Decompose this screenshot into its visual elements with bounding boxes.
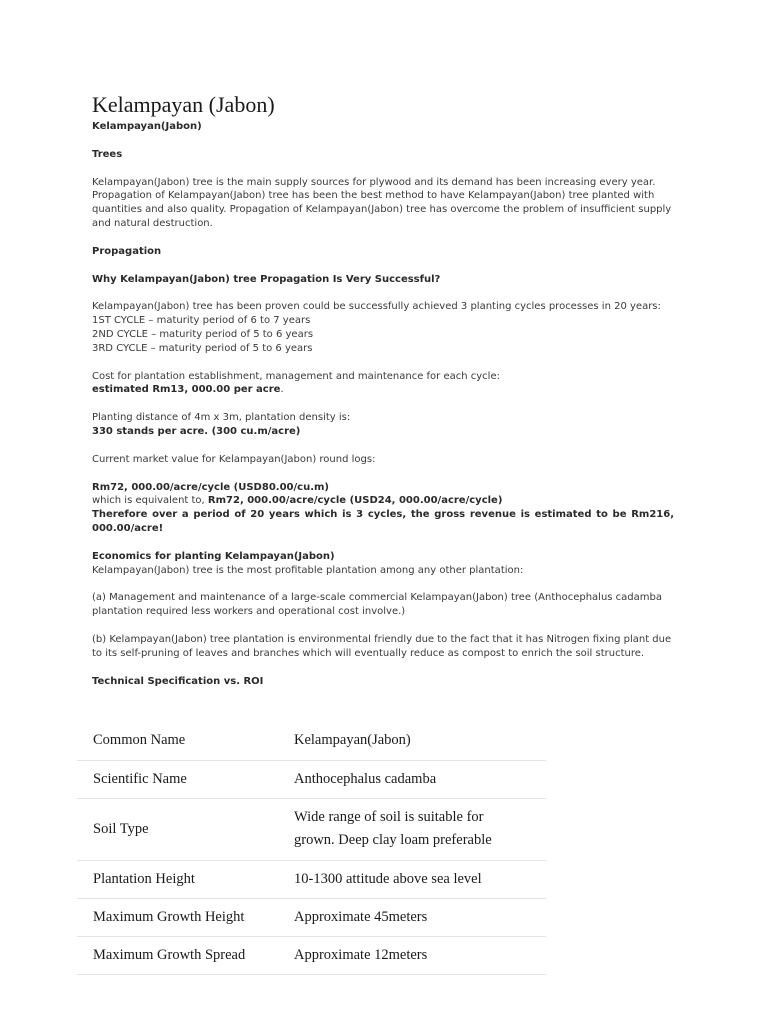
cost-line — [92, 383, 674, 397]
spec-key: Common Name — [77, 722, 294, 760]
cycle-item: 1ST CYCLE – maturity period of 6 to 7 years — [92, 315, 311, 327]
trees-paragraph: Kelampayan(Jabon) tree is the main supply sources for plywood and its demand has been increasing every year. Propagation of Kelampayan(Jabon) tree has been the best method to have Kelampayan(Jabon) tree planted with quantities and also quality. Propagation of Kelampayan(Jabon) tree has overcome the problem of insufficient supply and natural destruction. — [92, 176, 672, 229]
table-row — [77, 760, 546, 798]
table-row — [77, 898, 546, 936]
spec-key: Maximum Growth Height — [77, 898, 294, 936]
why-heading: Why Kelampayan(Jabon) tree Propagation Is Very Successful? — [92, 273, 441, 285]
spec-key: Scientific Name — [77, 760, 294, 798]
spec-value: Anthocephalus cadamba — [294, 760, 546, 798]
spec-key: Maximum Growth Spread — [77, 936, 294, 974]
cycles-intro: Kelampayan(Jabon) tree has been proven could be successfully achieved 3 planting cycles processes in 20 years: — [92, 301, 661, 313]
spec-value: Kelampayan(Jabon) — [294, 722, 546, 760]
article — [92, 92, 674, 688]
trees-heading: Trees — [92, 148, 123, 160]
spec-heading: Technical Specification vs. ROI — [92, 675, 264, 687]
economics-heading: Economics for planting Kelampayan(Jabon) — [92, 550, 335, 562]
table-row — [77, 722, 546, 760]
spec-table — [77, 722, 546, 975]
point-a: (a) Management and maintenance of a large-scale commercial Kelampayan(Jabon) tree (Anthocephalus cadamba plantation required less workers and operational cost involve.) — [92, 592, 662, 618]
equivalent-value: Rm72, 000.00/acre/cycle (USD24, 000.00/acre/cycle) — [207, 495, 503, 507]
economics-text: Kelampayan(Jabon) tree is the most profitable plantation among any other plantation: — [92, 564, 524, 576]
cost-text: Cost for plantation establishment, management and maintenance for each cycle: — [92, 370, 500, 382]
table-row — [77, 860, 546, 898]
page-title: Kelampayan (Jabon) — [92, 92, 275, 117]
table-row — [77, 798, 546, 860]
spec-key: Soil Type — [77, 798, 294, 860]
density-value: 330 stands per acre. (300 cu.m/acre) — [92, 425, 301, 437]
cost-value: estimated Rm13, 000.00 per acre — [92, 384, 281, 396]
table-row — [77, 936, 546, 974]
market-text: Current market value for Kelampayan(Jabon) round logs: — [92, 453, 376, 465]
cost-period: . — [280, 384, 284, 396]
page-subtitle: Kelampayan(Jabon) — [92, 121, 202, 132]
spec-value: Wide range of soil is suitable for grown. Deep clay loam preferable — [294, 798, 546, 860]
market-value: Rm72, 000.00/acre/cycle (USD80.00/cu.m) — [92, 481, 329, 493]
point-b: (b) Kelampayan(Jabon) tree plantation is environmental friendly due to the fact that it has Nitrogen fixing plant due to its self-pruning of leaves and branches which will eventually reduce as compost to enrich the soil structure. — [92, 633, 672, 659]
spec-key: Plantation Height — [77, 860, 294, 898]
density-text: Planting distance of 4m x 3m, plantation density is: — [92, 412, 351, 424]
cycle-item: 3RD CYCLE – maturity period of 5 to 6 years — [92, 342, 313, 354]
spec-value: Approximate 12meters — [294, 936, 546, 974]
spec-value: 10-1300 attitude above sea level — [294, 860, 546, 898]
equivalent-prefix: which is equivalent to, — [92, 495, 208, 507]
propagation-heading: Propagation — [92, 245, 162, 257]
equivalent-line — [92, 494, 674, 508]
spec-value: Approximate 45meters — [294, 898, 546, 936]
cycle-item: 2ND CYCLE – maturity period of 5 to 6 years — [92, 328, 314, 340]
revenue-text: Therefore over a period of 20 years which is 3 cycles, the gross revenue is estimated to be Rm216, 000.00/acre! — [92, 509, 674, 534]
